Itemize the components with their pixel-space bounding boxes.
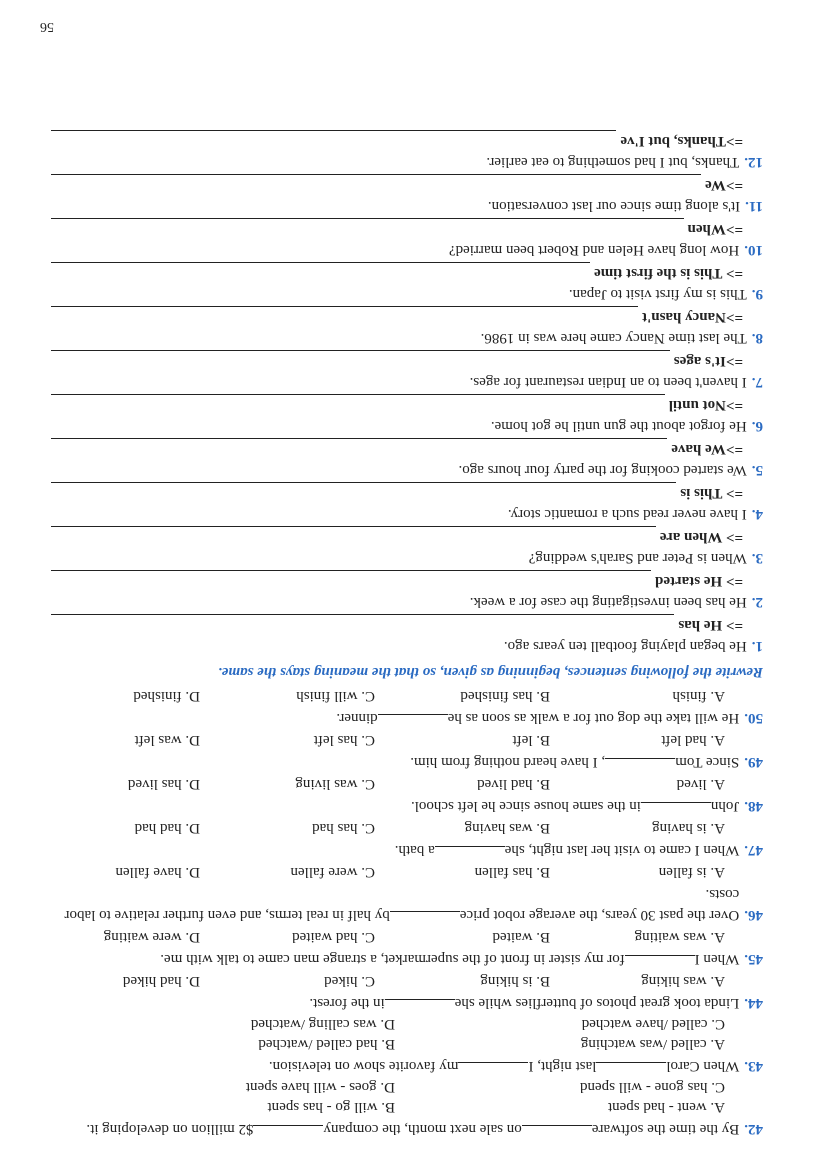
answer-option[interactable]: B. has finished <box>460 688 550 704</box>
answer-option[interactable]: D. was left <box>134 732 200 748</box>
question-text-part: Over the past 30 years, the average robot price <box>459 907 740 923</box>
rewrite-question <box>51 503 763 524</box>
mcq-question <box>51 751 763 772</box>
rewrite-start: =>Not until <box>668 397 743 413</box>
question-text <box>51 1118 739 1139</box>
question-text <box>51 992 739 1013</box>
question-text-part: Linda took great photos of butterflies while she <box>454 995 740 1011</box>
answer-options <box>51 1077 763 1117</box>
question-text-part: Since Tom <box>675 754 740 770</box>
question-text-part: a bath. <box>394 842 435 858</box>
answer-line[interactable] <box>51 526 656 541</box>
answer-blank[interactable] <box>458 1062 528 1076</box>
rewrite-answer-line <box>51 614 743 635</box>
answer-option[interactable]: A. is having <box>652 820 725 836</box>
rewrite-question <box>51 547 763 568</box>
rewrite-answer-line <box>51 438 743 459</box>
mcq-question <box>51 948 763 969</box>
rewrite-start: =>It's ages <box>673 353 743 369</box>
rewrite-question <box>51 283 763 304</box>
answer-option[interactable]: C. hiked <box>324 973 375 989</box>
rewrite-start: =>Thanks, but I've <box>620 133 743 149</box>
answer-option[interactable]: D. finished <box>133 688 200 704</box>
answer-option[interactable]: C. were fallen <box>290 864 375 880</box>
question-number: 43. <box>744 1058 763 1074</box>
rewrite-question <box>51 151 763 172</box>
question-text-part: last night, I <box>528 1058 597 1074</box>
answer-line[interactable] <box>51 614 674 629</box>
page-number: 56 <box>40 19 54 34</box>
answer-line[interactable] <box>51 306 638 321</box>
rewrite-sentence: The last time Nancy came here was in 1986. <box>480 330 747 346</box>
question-text-part: When I <box>694 951 740 967</box>
question-text-part: John <box>710 798 740 814</box>
question-number: 5. <box>751 462 763 478</box>
question-number: 9. <box>751 286 763 302</box>
answer-option[interactable]: C. has left <box>313 732 375 748</box>
rewrite-sentence: We started cooking for the party four hours ago. <box>458 462 747 478</box>
answer-line[interactable] <box>51 174 701 189</box>
mcq-question <box>51 707 763 728</box>
question-text-part: for my sister in front of the supermarket, a strange man came to talk with me. <box>160 951 625 967</box>
rewrite-answer-line <box>51 482 743 503</box>
rewrite-start: =>When <box>687 221 743 237</box>
answer-line[interactable] <box>51 218 684 233</box>
question-number: 6. <box>751 418 763 434</box>
answer-blank[interactable] <box>435 846 505 860</box>
question-number: 42. <box>744 1121 763 1137</box>
answer-options <box>51 971 763 991</box>
question-number: 12. <box>744 154 763 170</box>
rewrite-answer-line <box>51 570 743 591</box>
answer-line[interactable] <box>51 570 651 585</box>
question-text-part: dinner. <box>336 710 378 726</box>
answer-option[interactable]: C. has had <box>312 820 375 836</box>
question-text-part: When I came to visit her last night, she <box>504 842 740 858</box>
worksheet-content <box>51 128 763 1139</box>
answer-option[interactable]: C. had waited <box>292 929 375 945</box>
rewrite-question <box>51 371 763 392</box>
question-number: 50. <box>744 710 763 726</box>
answer-option[interactable]: A. called /was watching <box>580 1036 725 1052</box>
answer-line[interactable] <box>51 130 616 145</box>
rewrite-start: =>We have <box>671 441 743 457</box>
question-number: 44. <box>744 995 763 1011</box>
answer-options <box>51 862 763 882</box>
mcq-question <box>51 883 763 925</box>
rewrite-question <box>51 327 763 348</box>
answer-option[interactable]: D. goes - will have spent <box>245 1079 395 1095</box>
mcq-question <box>51 992 763 1013</box>
answer-option[interactable]: D. have fallen <box>115 864 200 880</box>
answer-option[interactable]: D. was calling /watched <box>250 1016 395 1032</box>
question-number: 4. <box>751 506 763 522</box>
answer-option[interactable]: A. went - had spent <box>607 1099 725 1115</box>
question-number: 11. <box>745 198 763 214</box>
rewrite-question <box>51 591 763 612</box>
question-text-part: , I have heard nothing from him. <box>410 754 606 770</box>
answer-line[interactable] <box>51 394 665 409</box>
rewrite-question <box>51 239 763 260</box>
question-number: 46. <box>744 907 763 923</box>
question-number: 49. <box>744 754 763 770</box>
answer-line[interactable] <box>51 438 667 453</box>
question-text-part: on sale next month, the company <box>323 1121 522 1137</box>
question-number: 7. <box>751 374 763 390</box>
question-number: 2. <box>751 594 763 610</box>
question-text-part: $2 million on developing it. <box>86 1121 254 1137</box>
rewrite-sentence: I have never read such a romantic story. <box>507 506 747 522</box>
question-text <box>51 948 739 969</box>
answer-option[interactable]: B. waited <box>492 929 550 945</box>
question-text-part: When Carol <box>666 1058 740 1074</box>
question-text-part: in the forest. <box>309 995 385 1011</box>
rewrite-sentence: This is my first visit to Japan. <box>568 286 747 302</box>
section-instruction: Rewrite the following sentences, beginning as given, so that the meaning stays the same. <box>217 664 763 680</box>
rewrite-question <box>51 635 763 656</box>
rewrite-answer-line <box>51 262 743 283</box>
question-number: 10. <box>744 242 763 258</box>
mcq-question <box>51 1118 763 1139</box>
question-text <box>51 707 739 728</box>
rewrite-question <box>51 415 763 436</box>
answer-option[interactable]: D. has lived <box>127 776 200 792</box>
answer-option[interactable]: B. will go - has spent <box>267 1099 395 1115</box>
rewrite-question <box>51 195 763 216</box>
answer-blank[interactable] <box>596 1062 666 1076</box>
question-number: 8. <box>751 330 763 346</box>
answer-option[interactable]: D. were waiting <box>103 929 200 945</box>
answer-options <box>51 686 763 706</box>
answer-options <box>51 730 763 750</box>
answer-option[interactable]: C. was living <box>295 776 375 792</box>
answer-options <box>51 774 763 794</box>
question-text-part: in the same house since he left school. <box>410 798 641 814</box>
answer-option[interactable]: B. left <box>512 732 550 748</box>
answer-option[interactable]: A. was waiting <box>634 929 725 945</box>
answer-option[interactable]: C. will finish <box>296 688 375 704</box>
answer-option[interactable]: C. has gone - will spend <box>580 1079 725 1095</box>
answer-blank[interactable] <box>522 1125 592 1139</box>
answer-option[interactable]: D. had hiked <box>122 973 200 989</box>
answer-option[interactable]: B. had called /watched <box>258 1036 395 1052</box>
question-text-part: He will take the dog out for a walk as soon as he <box>447 710 740 726</box>
answer-options <box>51 1014 763 1054</box>
rewrite-question <box>51 459 763 480</box>
answer-line[interactable] <box>51 482 676 497</box>
answer-blank[interactable] <box>385 999 455 1013</box>
rewrite-sentence: He has been investigating the case for a week. <box>469 594 747 610</box>
answer-option[interactable]: B. is hiking <box>480 973 550 989</box>
rewrite-sentence: He forgot about the gun until he got home. <box>490 418 747 434</box>
rewrite-start: =>Nancy hasn't <box>642 309 743 325</box>
question-text <box>51 751 739 772</box>
answer-options <box>51 927 763 947</box>
rewrite-answer-line <box>51 350 743 371</box>
answer-option[interactable]: B. has fallen <box>474 864 550 880</box>
rewrite-sentence: How long have Helen and Robert been married? <box>448 242 740 258</box>
question-text <box>51 839 739 860</box>
rewrite-answer-line <box>51 306 743 327</box>
answer-option[interactable]: A. is fallen <box>658 864 725 880</box>
rewrite-start: => This is <box>680 485 743 501</box>
mcq-question <box>51 1055 763 1076</box>
answer-option[interactable]: B. was having <box>464 820 550 836</box>
rewrite-answer-line <box>51 526 743 547</box>
question-number: 1. <box>751 638 763 654</box>
answer-blank[interactable] <box>641 802 711 816</box>
question-text-part: by half in real terms, and even further relative to labor costs. <box>64 886 740 923</box>
answer-option[interactable]: A. was hiking <box>641 973 725 989</box>
mcq-question <box>51 795 763 816</box>
answer-option[interactable]: A. lived <box>676 776 725 792</box>
answer-option[interactable]: C. called /have watched <box>581 1016 725 1032</box>
answer-option[interactable]: B. had lived <box>477 776 550 792</box>
answer-blank[interactable] <box>625 955 695 969</box>
answer-blank[interactable] <box>378 714 448 728</box>
question-number: 47. <box>744 842 763 858</box>
rewrite-answer-line <box>51 174 743 195</box>
answer-option[interactable]: A. had left <box>661 732 725 748</box>
answer-blank[interactable] <box>253 1125 323 1139</box>
rewrite-sentence: I haven't been to an Indian restaurant for ages. <box>469 374 747 390</box>
rewrite-sentence: It's along time since our last conversation. <box>487 198 741 214</box>
question-text <box>51 1055 739 1076</box>
answer-blank[interactable] <box>605 758 675 772</box>
answer-options <box>51 818 763 838</box>
answer-line[interactable] <box>51 350 670 365</box>
question-number: 45. <box>744 951 763 967</box>
rewrite-answer-line <box>51 394 743 415</box>
rewrite-sentence: When is Peter and Sarah's wedding? <box>528 550 747 566</box>
question-number: 3. <box>751 550 763 566</box>
rewrite-start: => This is the first time <box>594 265 743 281</box>
rewrite-answer-line <box>51 218 743 239</box>
rewrite-start: => When are <box>659 529 743 545</box>
rewrite-start: =>We <box>705 177 743 193</box>
question-text <box>51 883 739 925</box>
rewrite-sentence: He began playing football ten years ago. <box>503 638 747 654</box>
question-number: 48. <box>744 798 763 814</box>
rewrite-answer-line <box>51 130 743 151</box>
rewrite-sentence: Thanks, but I had something to eat earlier. <box>486 154 740 170</box>
rewrite-start: => He started <box>655 573 743 589</box>
mcq-question <box>51 839 763 860</box>
answer-blank[interactable] <box>390 911 460 925</box>
question-text-part: my favorite show on television. <box>268 1058 459 1074</box>
rewrite-start: => He has <box>678 617 743 633</box>
question-text <box>51 795 739 816</box>
answer-option[interactable]: D. had had <box>134 820 200 836</box>
answer-line[interactable] <box>51 262 590 277</box>
answer-option[interactable]: A. finish <box>672 688 725 704</box>
question-text-part: By the time the software <box>591 1121 740 1137</box>
